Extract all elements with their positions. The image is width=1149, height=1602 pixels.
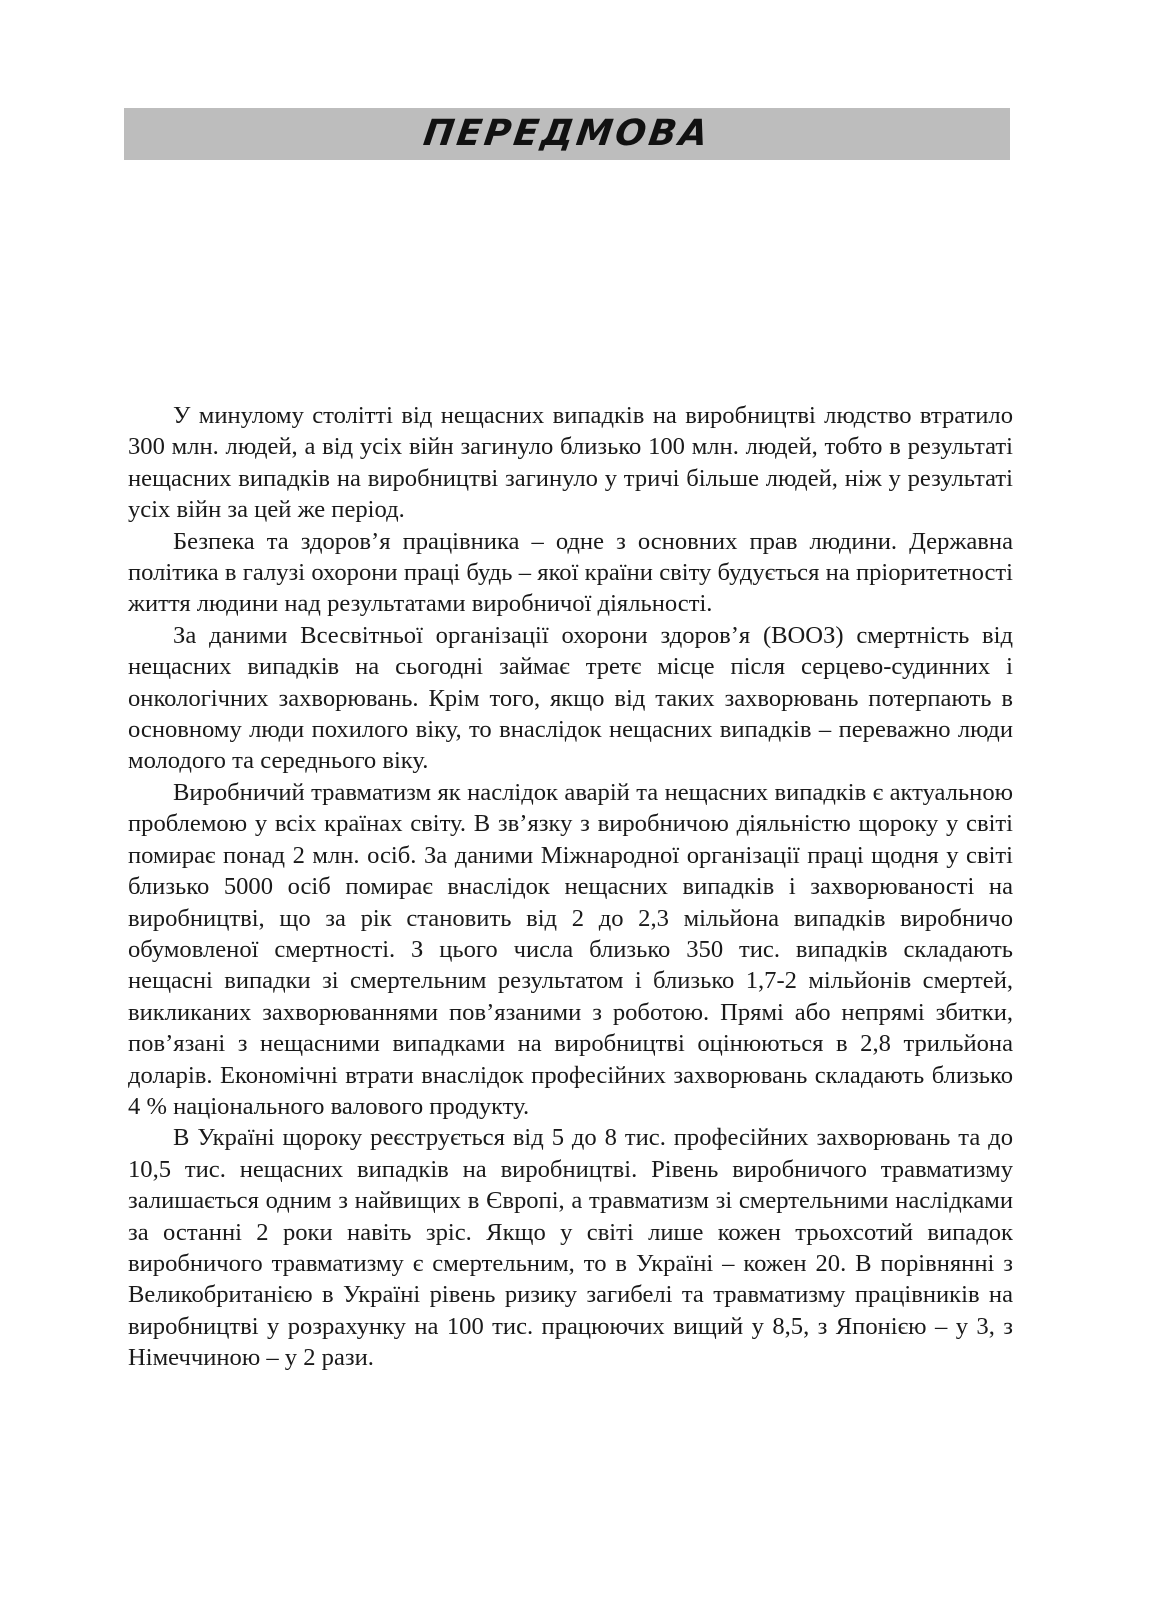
body-text <box>128 400 1013 1374</box>
paragraph: За даними Всесвітньої організації охорони здоров’я (ВООЗ) смертність від нещасних випадків на сьогодні займає третє місце після серцево-судинних і онкологічних захворювань. Крім того, якщо від таких захворювань потерпають в основному люди похилого віку, то внаслідок нещасних випадків – переважно люди молодого та середнього віку. <box>128 621 1013 775</box>
title-banner <box>124 108 1010 160</box>
page-title: ПЕРЕДМОВА <box>420 113 714 154</box>
paragraph: Виробничий травматизм як наслідок аварій та нещасних випадків є актуальною проблемою у всіх країнах світу. В зв’язку з виробничою діяльністю щороку у світі помирає понад 2 млн. осіб. За даними Міжнародної організації праці щодня у світі близько 5000 осіб помирає внаслідок нещасних випадків і захворюваності на виробництві, що за рік становить від 2 до 2,3 мільйона випадків виробничо обумовленої смертності. З цього числа близько 350 тис. випадків складають нещасні випадки зі смертельним результатом і близько 1,7-2 мільйонів смертей, викликаних захворюваннями пов’язаними з роботою. Прямі або непрямі збитки, пов’язані з нещасними випадками на виробництві оцінюються в 2,8 трильйона доларів. Економічні втрати внаслідок професійних захворювань складають близько 4 % національного валового продукту. <box>128 778 1013 1120</box>
paragraph: У минулому столітті від нещасних випадків на виробництві людство втратило 300 млн. людей, а від усіх війн загинуло близько 100 млн. людей, тобто в результаті нещасних випадків на виробництві загинуло у тричі більше людей, ніж у результаті усіх війн за цей же період. <box>128 402 1013 524</box>
paragraph: Безпека та здоров’я працівника – одне з основних прав людини. Державна політика в галузі охорони праці будь – якої країни світу будується на пріоритетності життя людини над результатами виробничої діяльності. <box>128 527 1013 618</box>
paragraph: В Україні щороку реєструється від 5 до 8 тис. професійних захворювань та до 10,5 тис. нещасних випадків на виробництві. Рівень виробничого травматизму залишається одним з найвищих в Європі, а травматизм зі смертельними наслідками за останні 2 роки навіть зріс. Якщо у світі лише кожен трьохсотий випадок виробничого травматизму є смертельним, то в Україні – кожен 20. В порівнянні з Великобританією в Україні рівень ризику загибелі та травматизму працівників на виробництві у розрахунку на 100 тис. працюючих вищий у 8,5, з Японією – у 3, з Німеччиною – у 2 рази. <box>128 1124 1013 1372</box>
